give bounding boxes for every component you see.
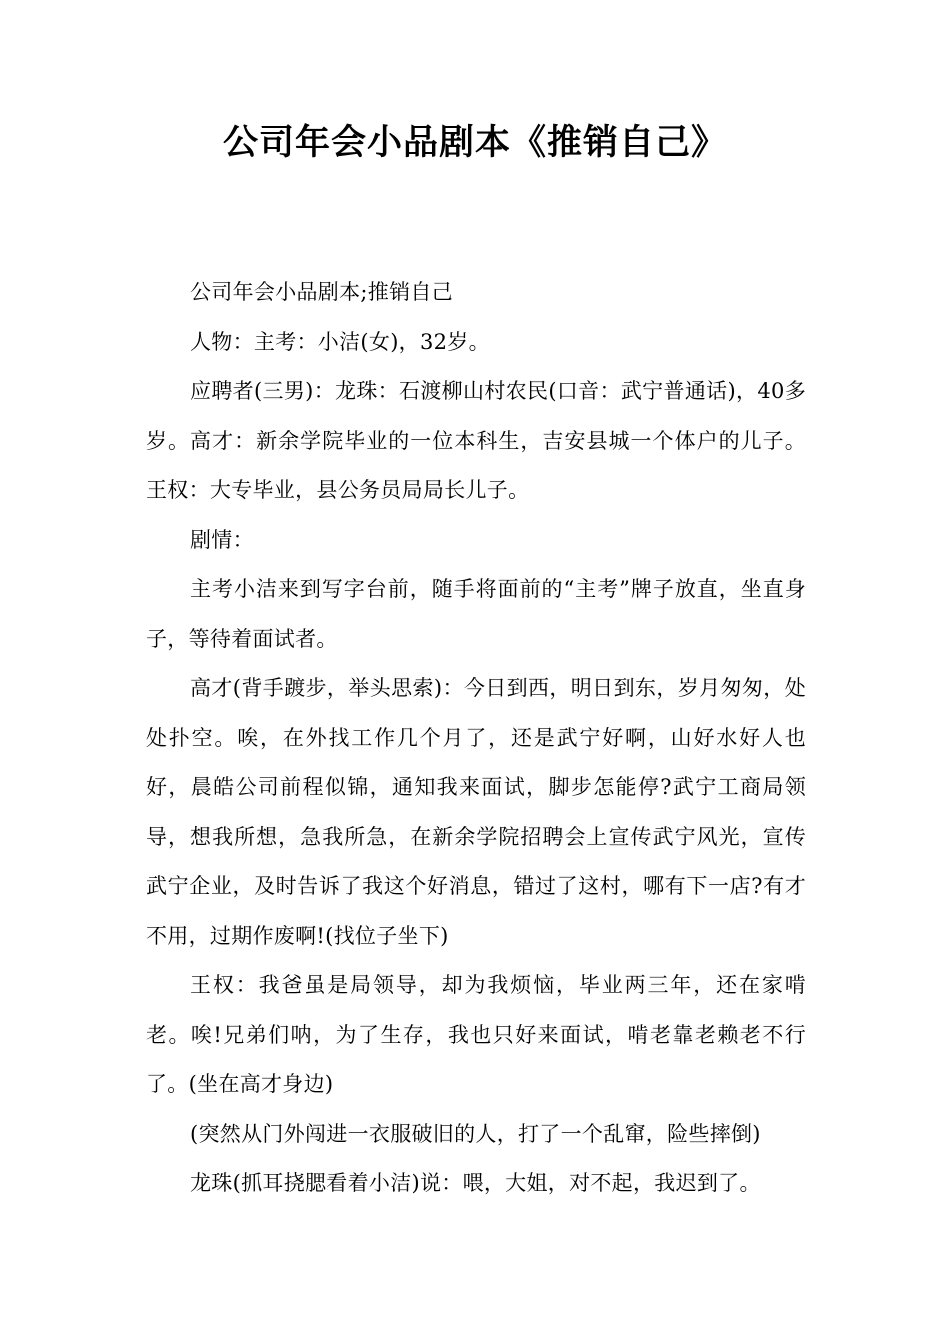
paragraph-gaocai-monologue: 高才(背手踱步，举头思索)：今日到西，明日到东，岁月匆匆，处处扑空。唉，在外找工作几个月了，还是武宁好啊，山好水好人也好，晨皓公司前程似锦，通知我来面试，脚步怎能停?武宁工商局领导，想我所想，急我所急，在新余学院招聘会上宣传武宁风光，宣传武宁企业，及时告诉了我这个好消息，错过了这村，哪有下一店?有才不用，过期作废啊!(找位子坐下)	[146, 676, 806, 948]
paragraph-heading-line: 公司年会小品剧本;推销自己	[190, 280, 453, 304]
document-title: 公司年会小品剧本《推销自己》	[222, 123, 727, 163]
paragraph-longzhu-line: 龙珠(抓耳挠腮看着小洁)说：喂，大姐，对不起，我迟到了。	[190, 1171, 761, 1195]
paragraph-wangquan-monologue: 王权：我爸虽是局领导，却为我烦恼，毕业两三年，还在家啃老。唉!兄弟们呐，为了生存，我也只好来面试，啃老靠老赖老不行了。(坐在高才身边)	[146, 973, 806, 1096]
paragraph-characters-examiner: 人物：主考：小洁(女)，32岁。	[190, 329, 490, 354]
paragraph-characters-applicants: 应聘者(三男)：龙珠：石渡柳山村农民(口音：武宁普通话)，40多岁。高才：新余学院毕业的一位本科生，吉安县城一个体户的儿子。王权：大专毕业，县公务员局局长儿子。	[146, 379, 806, 502]
paragraph-plot-label: 剧情：	[190, 527, 254, 552]
paragraph-stage-direction: (突然从门外闯进一衣服破旧的人，打了一个乱窜，险些摔倒)	[190, 1121, 761, 1146]
document-body	[146, 268, 806, 1209]
paragraph-examiner-arrives: 主考小洁来到写字台前，随手将面前的“主考”牌子放直，坐直身子，等待着面试者。	[146, 577, 806, 651]
